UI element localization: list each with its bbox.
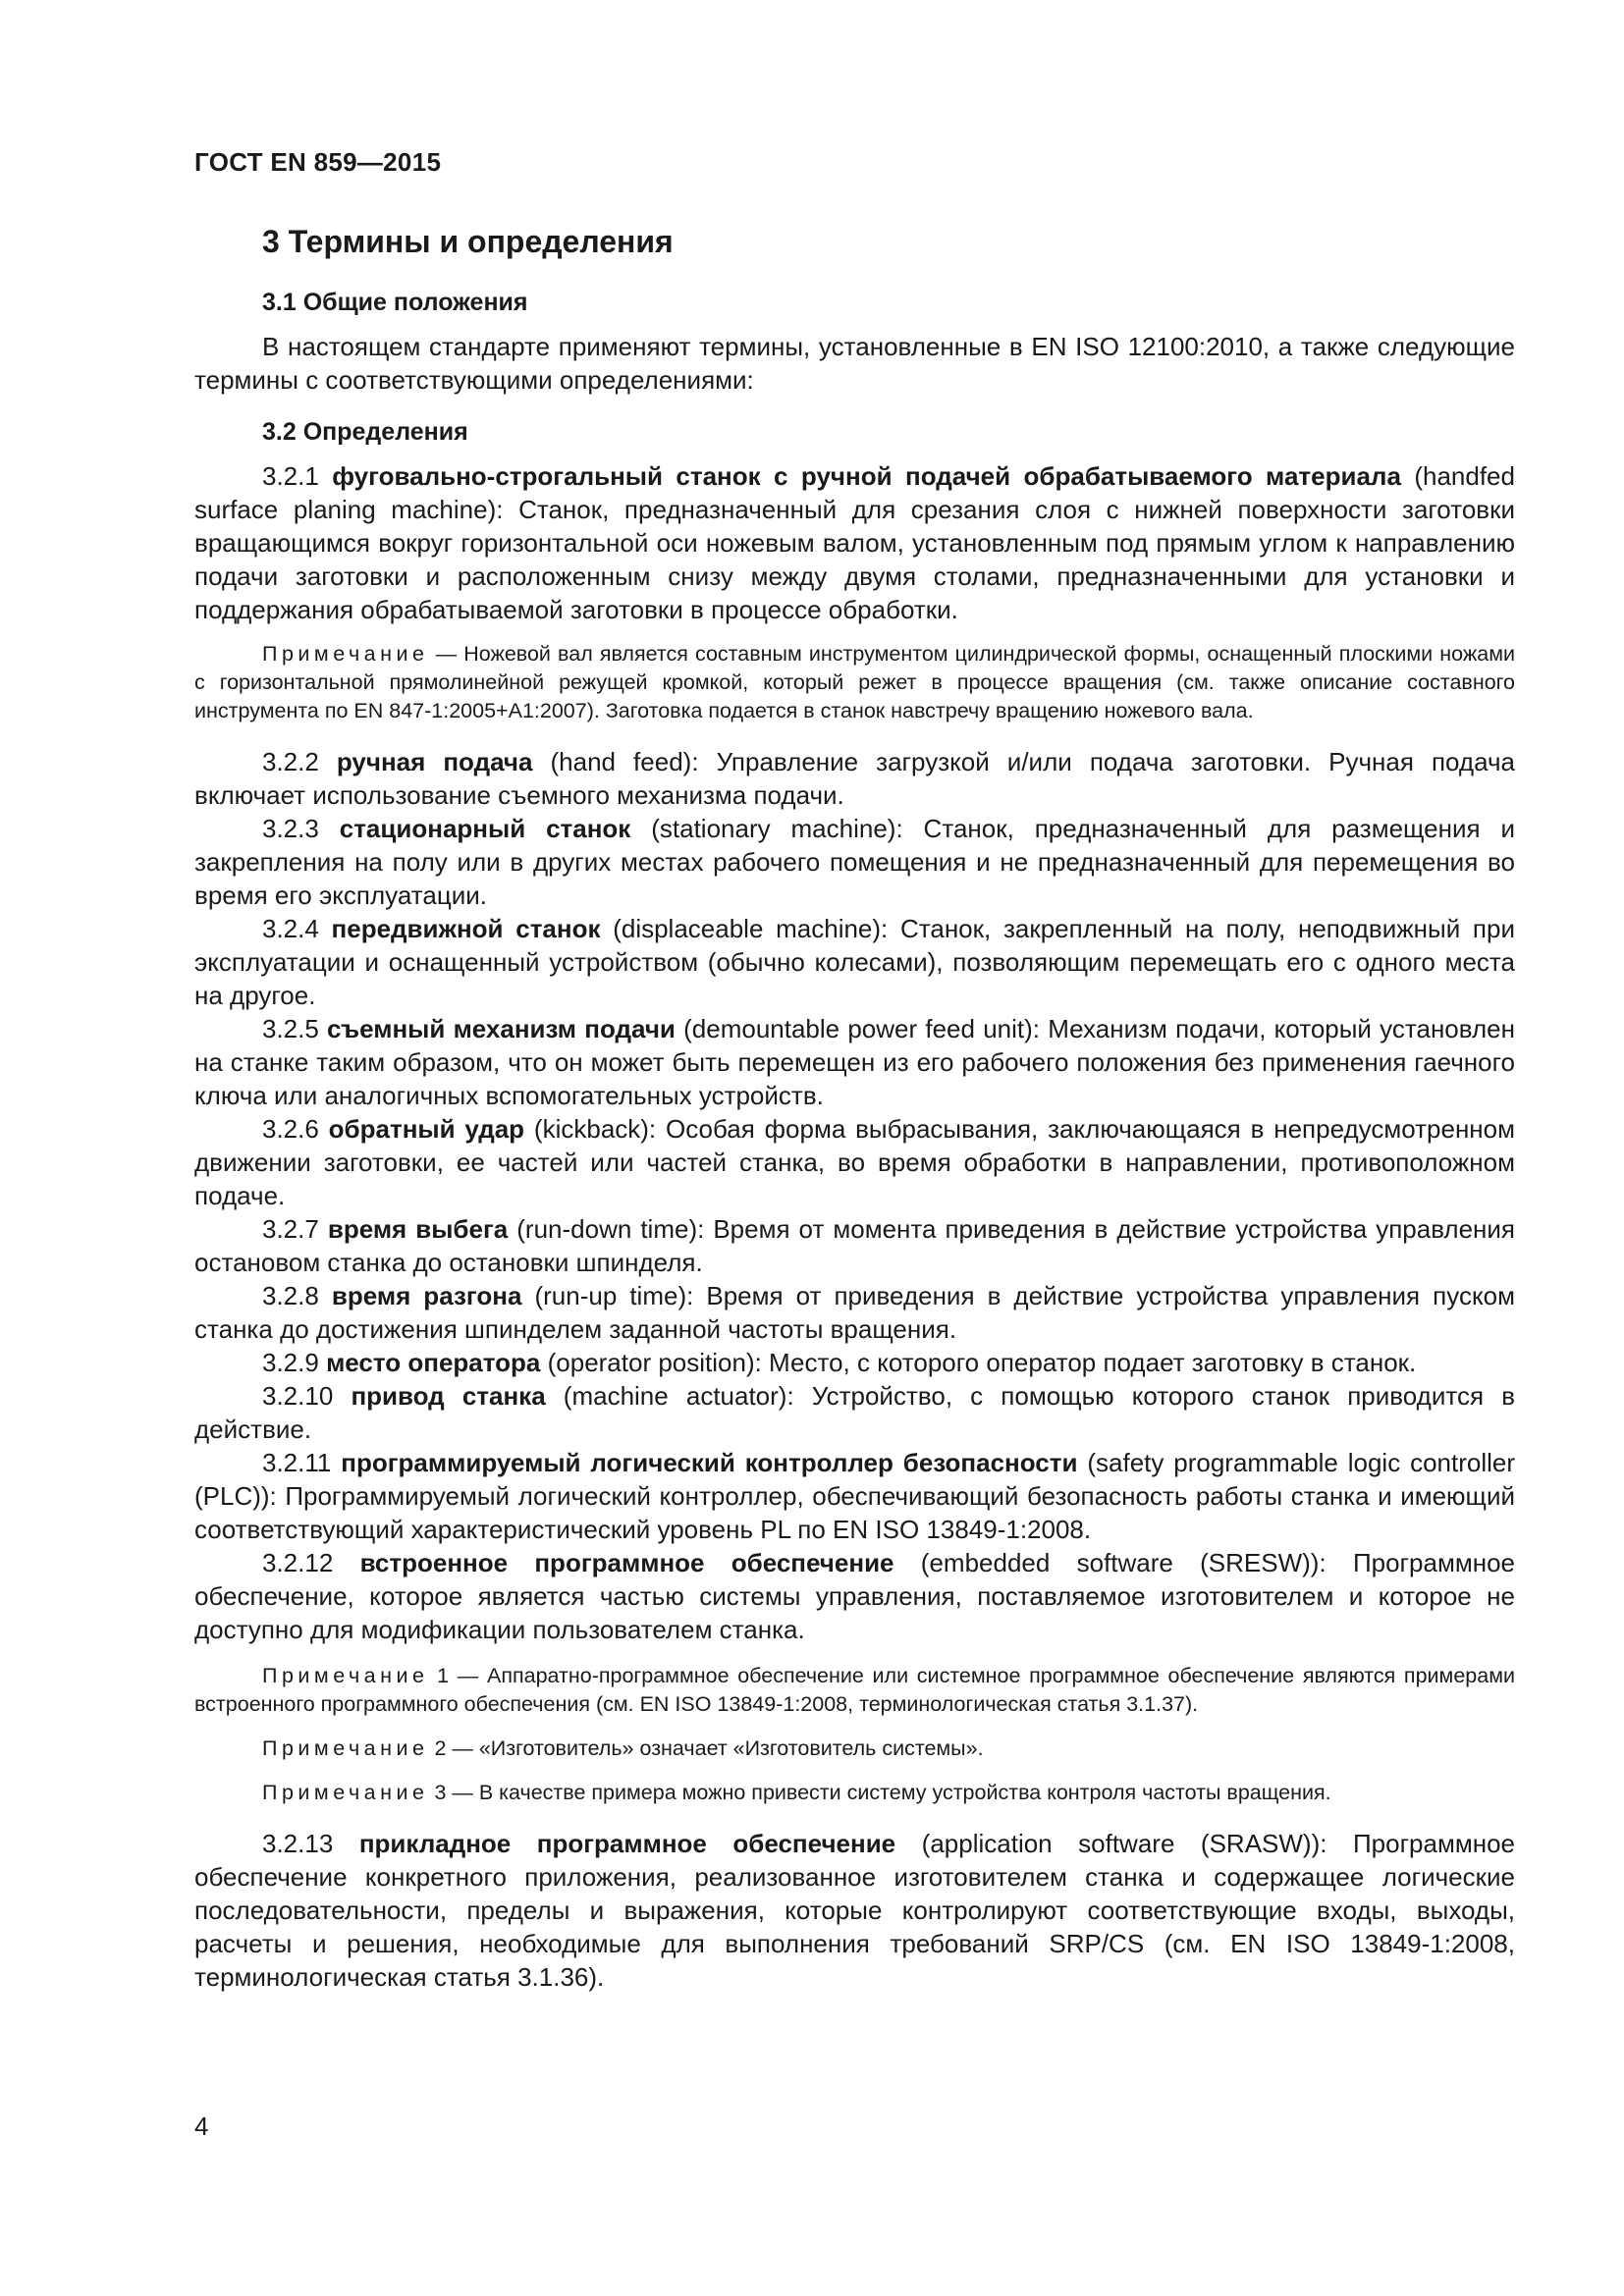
definition-text: (machine actuator): Устройство, с помощью которого станок приводится в действие. <box>194 1381 1516 1444</box>
definition-3-2-10 <box>194 1379 1515 1446</box>
definition-term: передвижной станок <box>331 914 601 943</box>
definition-text: (run-down time): Время от момента приведения в действие устройства управления остановом станка до остановки шпинделя. <box>194 1214 1516 1277</box>
definition-number: 3.2.10 <box>262 1381 334 1411</box>
definition-number: 3.2.4 <box>262 914 319 943</box>
note-text: — Ножевой вал является составным инструментом цилиндрической формы, оснащенный плоскими ножами с горизонтальной прямолинейной режущей кромкой, который режет в процессе вращения (см. также описание составного инструмента по EN 847-1:2005+А1:2007). Заготовка подается в станок навстречу вращению ножевого вала. <box>194 642 1515 722</box>
definition-number: 3.2.7 <box>262 1214 319 1244</box>
definition-term: стационарный станок <box>339 814 631 843</box>
definition-number: 3.2.13 <box>262 1829 334 1858</box>
definition-term: привод станка <box>351 1381 546 1411</box>
definition-number: 3.2.12 <box>262 1548 334 1577</box>
definition-number: 3.2.8 <box>262 1281 319 1310</box>
definition-3-2-4 <box>194 912 1515 1012</box>
section-title: 3 Термины и определения <box>262 224 674 259</box>
definition-3-2-12 <box>194 1546 1515 1646</box>
definition-3-2-9 <box>194 1346 1515 1379</box>
note-label: Примечание <box>262 642 429 666</box>
note-label: Примечание <box>262 1781 429 1804</box>
note-3-2-1 <box>194 640 1515 725</box>
definition-text: (displaceable machine): Станок, закрепленный на полу, неподвижный при эксплуатации и оснащенный устройством (обычно колесами), позволяющим перемещать его с одного места на другое. <box>194 914 1515 1010</box>
definition-term: встроенное программное обеспечение <box>359 1548 894 1577</box>
definition-3-2-7 <box>194 1212 1515 1279</box>
definition-number: 3.2.1 <box>262 461 319 491</box>
definition-text: (demountable power feed unit): Механизм подачи, который установлен на станке таким образом, что он может быть перемещен из его рабочего положения без применения гаечного ключа или аналогичных вспомогательных устройств. <box>194 1014 1515 1110</box>
note-3-2-12-2 <box>194 1735 1515 1763</box>
document-code-header: ГОСТ EN 859—2015 <box>194 147 442 177</box>
definition-text: (embedded software (SRESW)): Программное обеспечение, которое является частью системы управления, поставляемое изготовителем и которое не доступно для модификации пользователем станка. <box>194 1548 1515 1644</box>
definition-text: (application software (SRASW)): Программное обеспечение конкретного приложения, реализованное изготовителем станка и содержащее логические последовательности, пределы и выражения, которые контролируют соответствующие входы, выходы, расчеты и решения, необходимые для выполнения требований SRP/CS (см. EN ISO 13849-1:2008, терминологическая статья 3.1.36). <box>194 1829 1516 1992</box>
definition-text: (safety programmable logic controller (PLC)): Программируемый логический контроллер, обеспечивающий безопасность работы станка и имеющий соответствующий характеристический уровень PL по EN ISO 13849-1:2008. <box>194 1448 1515 1544</box>
subsection-title-general: 3.1 Общие положения <box>262 289 528 316</box>
definition-term: прикладное программное обеспечение <box>358 1829 896 1858</box>
definition-text: (kickback): Особая форма выбрасывания, заключающаяся в непредусмотренном движении заготовки, ее частей или частей станка, во время обработки в направлении, противоположном подаче. <box>194 1114 1515 1210</box>
definition-3-2-5 <box>194 1012 1515 1112</box>
page-content <box>194 222 1515 1994</box>
definition-number: 3.2.11 <box>262 1448 332 1477</box>
definition-text: (handfed surface planing machine): Станок, предназначенный для срезания слоя с нижней поверхности заготовки вращающимся вокруг горизонтальной оси ножевым валом, установленным под прямым углом к направлению подачи заготовки и расположенным снизу между двумя столами, предназначенными для установки и поддержания обрабатываемой заготовки в процессе обработки. <box>194 461 1515 624</box>
page-number: 4 <box>194 2111 209 2141</box>
definition-number: 3.2.6 <box>262 1114 319 1144</box>
definition-number: 3.2.9 <box>262 1348 319 1377</box>
note-3-2-12-3 <box>194 1779 1515 1807</box>
definition-term: время выбега <box>327 1214 509 1244</box>
definition-number: 3.2.2 <box>262 747 319 776</box>
definition-3-2-6 <box>194 1112 1515 1212</box>
note-3-2-12-1 <box>194 1662 1515 1719</box>
note-text: 3 — В качестве примера можно привести систему устройства контроля частоты вращения. <box>434 1781 1331 1804</box>
definition-term: программируемый логический контроллер безопасности <box>341 1448 1078 1477</box>
note-label: Примечание <box>262 1736 429 1760</box>
definition-text: (run-up time): Время от приведения в действие устройства управления пуском станка до достижения шпинделем заданной частоты вращения. <box>194 1281 1515 1344</box>
definition-3-2-13 <box>194 1827 1515 1994</box>
definition-3-2-1 <box>194 459 1515 626</box>
definition-term: съемный механизм подачи <box>327 1014 676 1043</box>
general-paragraph: В настоящем стандарте применяют термины, установленные в EN ISO 12100:2010, а также следующие термины с соответствующими определениями: <box>194 332 1515 395</box>
definition-term: время разгона <box>331 1281 522 1310</box>
definition-3-2-8 <box>194 1279 1515 1346</box>
definition-term: ручная подача <box>336 747 533 776</box>
definition-3-2-11 <box>194 1446 1515 1546</box>
definition-number: 3.2.3 <box>262 814 319 843</box>
definition-3-2-3 <box>194 812 1515 912</box>
definition-term: место оператора <box>326 1348 541 1377</box>
definition-number: 3.2.5 <box>262 1014 319 1043</box>
subsection-title-definitions: 3.2 Определения <box>262 418 468 446</box>
definition-text: (hand feed): Управление загрузкой и/или подача заготовки. Ручная подача включает использование съемного механизма подачи. <box>194 747 1515 810</box>
definition-text: (operator position): Место, с которого оператор подает заготовку в станок. <box>547 1348 1417 1377</box>
note-text: 2 — «Изготовитель» означает «Изготовитель системы». <box>434 1736 984 1760</box>
definition-3-2-2 <box>194 745 1515 812</box>
definition-term: обратный удар <box>328 1114 525 1144</box>
note-label: Примечание <box>262 1664 429 1687</box>
definition-text: (stationary machine): Станок, предназначенный для размещения и закрепления на полу или в других местах рабочего помещения и не предназначенный для перемещения во время его эксплуатации. <box>194 814 1515 910</box>
definition-term: фуговально-строгальный станок с ручной подачей обрабатываемого материала <box>332 461 1401 491</box>
note-text: 1 — Аппаратно-программное обеспечение или системное программное обеспечение являются примерами встроенного программного обеспечения (см. EN ISO 13849-1:2008, терминологическая статья 3.1.37). <box>194 1664 1515 1716</box>
